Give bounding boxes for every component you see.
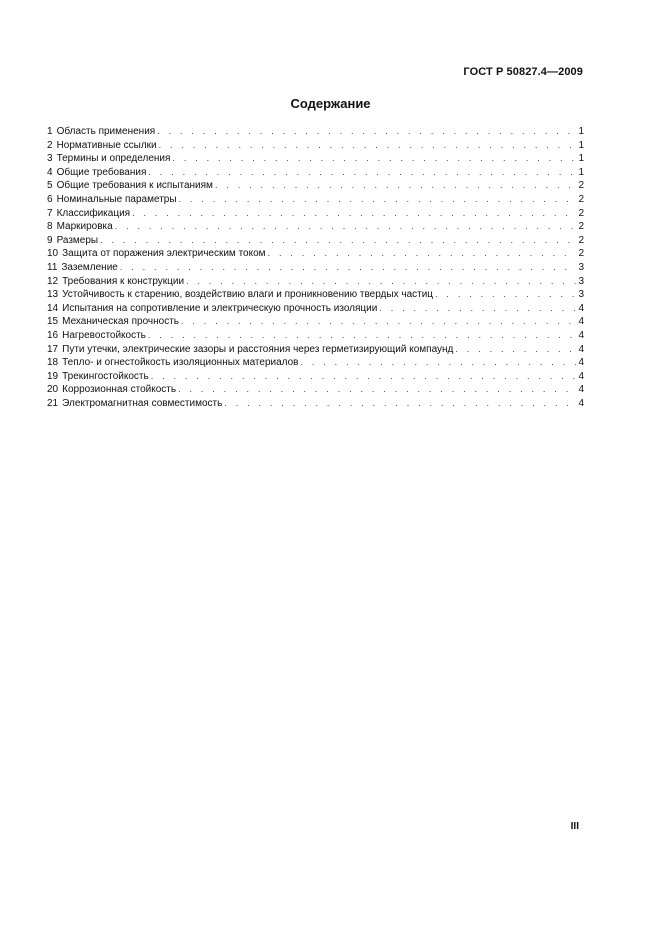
toc-leader-dots [172,152,576,166]
toc-item[interactable] [47,234,584,248]
toc-item-title: Термины и определения [56,153,171,165]
toc-leader-dots [215,179,576,193]
toc-item[interactable] [47,329,584,343]
toc-item-number: 8 [47,221,53,233]
toc-item-page: 3 [578,289,584,301]
toc-leader-dots [379,302,576,316]
toc-item-title: Маркировка [56,221,113,233]
toc-leader-dots [300,356,576,370]
toc-item-number: 10 [47,248,59,260]
toc-item-number: 6 [47,193,53,205]
toc-item-title: Область применения [56,126,156,137]
toc-item-title: Трекингостойкость [62,370,149,382]
toc-item-title: Общие требования [56,166,147,178]
toc-item-title: Коррозионная стойкость [62,384,177,396]
toc-item-title: Требования к конструкции [62,275,185,287]
toc-item[interactable] [47,193,584,207]
toc-item-title: Размеры [56,234,99,246]
toc-item-number: 15 [47,316,59,328]
toc-item-number: 16 [47,329,59,341]
toc-item[interactable] [47,370,584,384]
toc-item-title: Механическая прочность [62,316,179,328]
toc-leader-dots [148,329,576,343]
toc-item-title: Номинальные параметры [56,193,177,205]
toc-item[interactable] [47,315,584,329]
toc-item-title: Электромагнитная совместимость [62,397,223,409]
toc-item[interactable] [47,343,584,357]
table-of-contents [47,125,584,410]
toc-item-number: 2 [47,139,53,151]
toc-item-title: Защита от поражения электрическим током [62,248,266,260]
toc-item-page: 4 [578,357,584,369]
toc-leader-dots [178,383,576,397]
toc-item-page: 4 [578,329,584,341]
toc-leader-dots [120,261,576,275]
toc-leader-dots [181,315,576,329]
toc-item-page: 4 [578,370,584,382]
toc-item[interactable] [47,261,584,275]
toc-item-number: 5 [47,180,53,192]
toc-item-number: 18 [47,357,59,369]
toc-item[interactable] [47,302,584,316]
toc-leader-dots [186,275,576,289]
toc-item[interactable] [47,247,584,261]
toc-item-page: 4 [578,302,584,314]
toc-item-page: 3 [578,261,584,273]
toc-item-title: Испытания на сопротивление и электрическую прочность изоляции [62,302,378,314]
toc-item-page: 2 [578,180,584,192]
toc-item-number: 12 [47,275,59,287]
toc-item-number: 9 [47,234,53,246]
toc-item-page: 4 [578,343,584,355]
toc-item-title: Пути утечки, электрические зазоры и расстояния через герметизирующий компаунд [62,343,454,355]
toc-item-title: Тепло- и огнестойкость изоляционных материалов [62,357,299,369]
toc-item-number: 20 [47,384,59,396]
toc-item[interactable] [47,383,584,397]
toc-item-page: 2 [578,207,584,219]
toc-leader-dots [435,288,576,302]
toc-item-page: 2 [578,221,584,233]
toc-item-page: 2 [578,193,584,205]
toc-item[interactable] [47,207,584,221]
toc-leader-dots [100,234,576,248]
toc-item[interactable] [47,152,584,166]
toc-item-number: 19 [47,370,59,382]
toc-item-page: 1 [578,153,584,165]
toc-item-page: 3 [578,275,584,287]
toc-item-page: 4 [578,316,584,328]
toc-item-number: 1 [47,126,53,137]
toc-item-number: 17 [47,343,59,355]
toc-item-number: 7 [47,207,53,219]
toc-item-title: Нормативные ссылки [56,139,157,151]
toc-leader-dots [268,247,576,261]
toc-leader-dots [159,139,576,153]
toc-item[interactable] [47,288,584,302]
toc-item[interactable] [47,125,584,139]
toc-leader-dots [132,207,576,221]
toc-item-title: Нагревостойкость [62,329,146,341]
toc-item[interactable] [47,166,584,180]
toc-item-page: 4 [578,397,584,409]
toc-item-page: 1 [578,139,584,151]
toc-item[interactable] [47,139,584,153]
toc-item-page: 1 [578,126,584,137]
toc-item-title: Заземление [61,261,118,273]
toc-item-title: Общие требования к испытаниям [56,180,213,192]
page-number: III [570,821,579,832]
toc-item[interactable] [47,275,584,289]
toc-item-title: Классификация [56,207,131,219]
toc-leader-dots [455,343,576,357]
toc-item-number: 3 [47,153,53,165]
toc-item-page: 4 [578,384,584,396]
toc-title: Содержание [290,96,371,111]
toc-item[interactable] [47,356,584,370]
toc-item-page: 2 [578,248,584,260]
toc-item[interactable] [47,179,584,193]
toc-item[interactable] [47,220,584,234]
toc-leader-dots [157,125,576,139]
toc-item-number: 14 [47,302,59,314]
toc-item-number: 13 [47,289,59,301]
toc-item-page: 1 [578,166,584,178]
toc-item-number: 21 [47,397,59,409]
toc-leader-dots [151,370,576,384]
toc-item[interactable] [47,397,584,411]
document-code: ГОСТ Р 50827.4—2009 [463,66,583,78]
toc-item-title: Устойчивость к старению, воздействию влаги и проникновению твердых частиц [62,289,434,301]
toc-item-number: 11 [47,261,58,273]
toc-leader-dots [148,166,576,180]
toc-item-page: 2 [578,234,584,246]
toc-item-number: 4 [47,166,53,178]
toc-leader-dots [224,397,576,411]
toc-leader-dots [179,193,576,207]
toc-leader-dots [115,220,576,234]
